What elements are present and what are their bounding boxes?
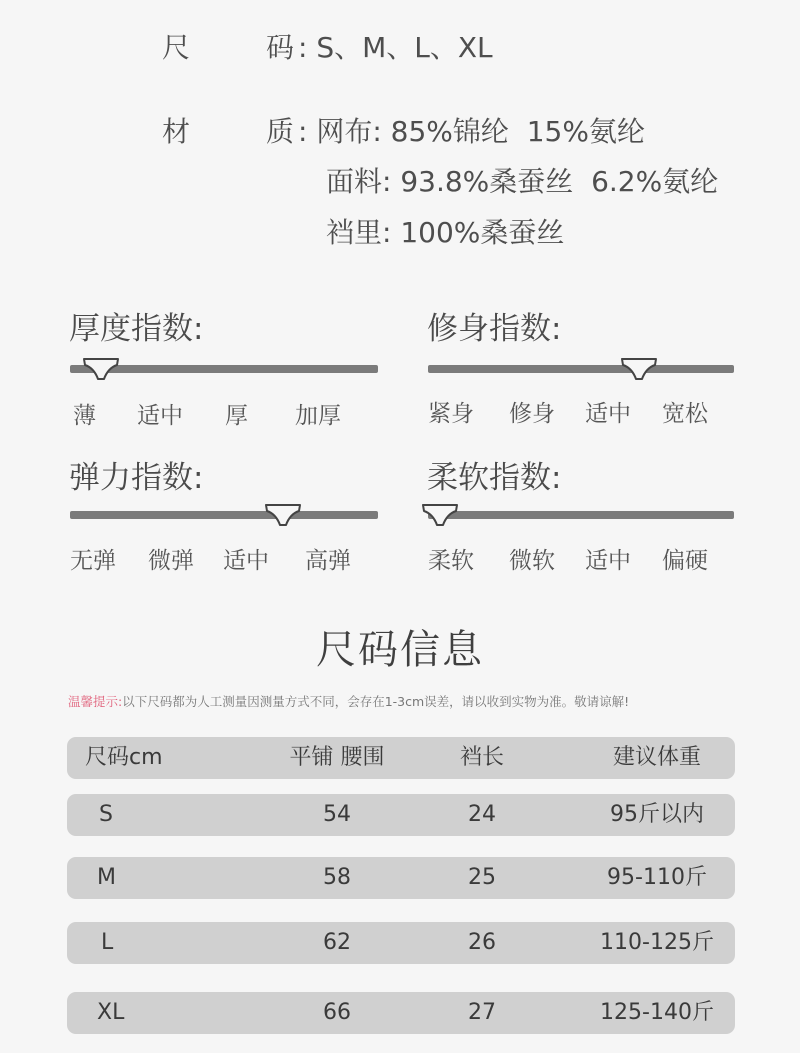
table-cell: L xyxy=(101,930,114,955)
fit-bar xyxy=(428,365,734,373)
thickness-label: 加厚 xyxy=(295,403,341,429)
table-cell: 110-125斤 xyxy=(600,930,714,955)
table-row xyxy=(67,857,735,899)
table-cell: S xyxy=(99,802,113,827)
header-cell: 裆长 xyxy=(459,745,504,770)
table-cell: 95斤以内 xyxy=(610,802,704,827)
table-cell: 25 xyxy=(468,865,496,890)
thickness-label: 薄 xyxy=(73,403,96,429)
fit-label: 修身 xyxy=(509,401,555,427)
table-cell: 54 xyxy=(323,802,351,827)
material-line-1: : 网布: 85%锦纶 15%氨纶 xyxy=(298,115,645,148)
table-row xyxy=(67,922,735,964)
table-cell: XL xyxy=(97,1000,125,1025)
table-row xyxy=(67,992,735,1034)
notice-text: 以下尺码都为人工测量因测量方式不同，会存在1-3cm误差，请以收到实物为准。敬请谅解! xyxy=(122,694,630,709)
fit-label: 宽松 xyxy=(662,401,708,427)
table-cell: 27 xyxy=(468,1000,496,1025)
table-cell: 95-110斤 xyxy=(607,865,707,890)
softness-label: 微软 xyxy=(509,548,555,574)
material-key-2: 质 xyxy=(266,115,295,148)
softness-index-title: 柔软指数: xyxy=(427,460,562,496)
thickness-index-title: 厚度指数: xyxy=(69,311,204,347)
elasticity-marker-icon xyxy=(264,502,302,528)
softness-label: 柔软 xyxy=(428,548,474,574)
table-cell: 24 xyxy=(468,802,496,827)
softness-marker-icon xyxy=(421,502,459,528)
softness-bar xyxy=(428,511,734,519)
material-line-2: 面料: 93.8%桑蚕丝 6.2%氨纶 xyxy=(326,165,719,198)
fit-label: 紧身 xyxy=(428,401,474,427)
size-key-2: 码 xyxy=(266,31,295,64)
fit-marker-icon xyxy=(620,356,658,382)
softness-label: 适中 xyxy=(585,548,631,574)
thickness-label: 厚 xyxy=(225,403,248,429)
table-cell: 125-140斤 xyxy=(600,1000,714,1025)
table-cell: 62 xyxy=(323,930,351,955)
material-key-1: 材 xyxy=(162,115,191,148)
material-line-3: 裆里: 100%桑蚕丝 xyxy=(326,216,565,249)
notice-tip: 温馨提示: xyxy=(68,694,123,709)
header-cell: 尺码cm xyxy=(85,745,163,770)
elasticity-label: 适中 xyxy=(223,548,269,574)
elasticity-index-title: 弹力指数: xyxy=(69,460,204,496)
table-cell: 58 xyxy=(323,865,351,890)
header-cell: 平铺 腰围 xyxy=(289,745,385,770)
thickness-marker-icon xyxy=(82,356,120,382)
elasticity-bar xyxy=(70,511,378,519)
size-table-header xyxy=(67,737,735,779)
header-cell: 建议体重 xyxy=(612,745,701,770)
fit-index-title: 修身指数: xyxy=(427,311,562,347)
table-cell: 26 xyxy=(468,930,496,955)
elasticity-label: 微弹 xyxy=(148,548,194,574)
elasticity-label: 高弹 xyxy=(305,548,351,574)
size-value: : S、M、L、XL xyxy=(298,31,493,64)
elasticity-label: 无弹 xyxy=(70,548,116,574)
size-key-1: 尺 xyxy=(162,31,191,64)
size-info-title: 尺码信息 xyxy=(316,627,484,673)
table-row xyxy=(67,794,735,836)
thickness-label: 适中 xyxy=(137,403,183,429)
size-notice xyxy=(68,692,629,710)
fit-label: 适中 xyxy=(585,401,631,427)
softness-label: 偏硬 xyxy=(662,548,708,574)
table-cell: 66 xyxy=(323,1000,351,1025)
table-cell: M xyxy=(97,865,116,890)
